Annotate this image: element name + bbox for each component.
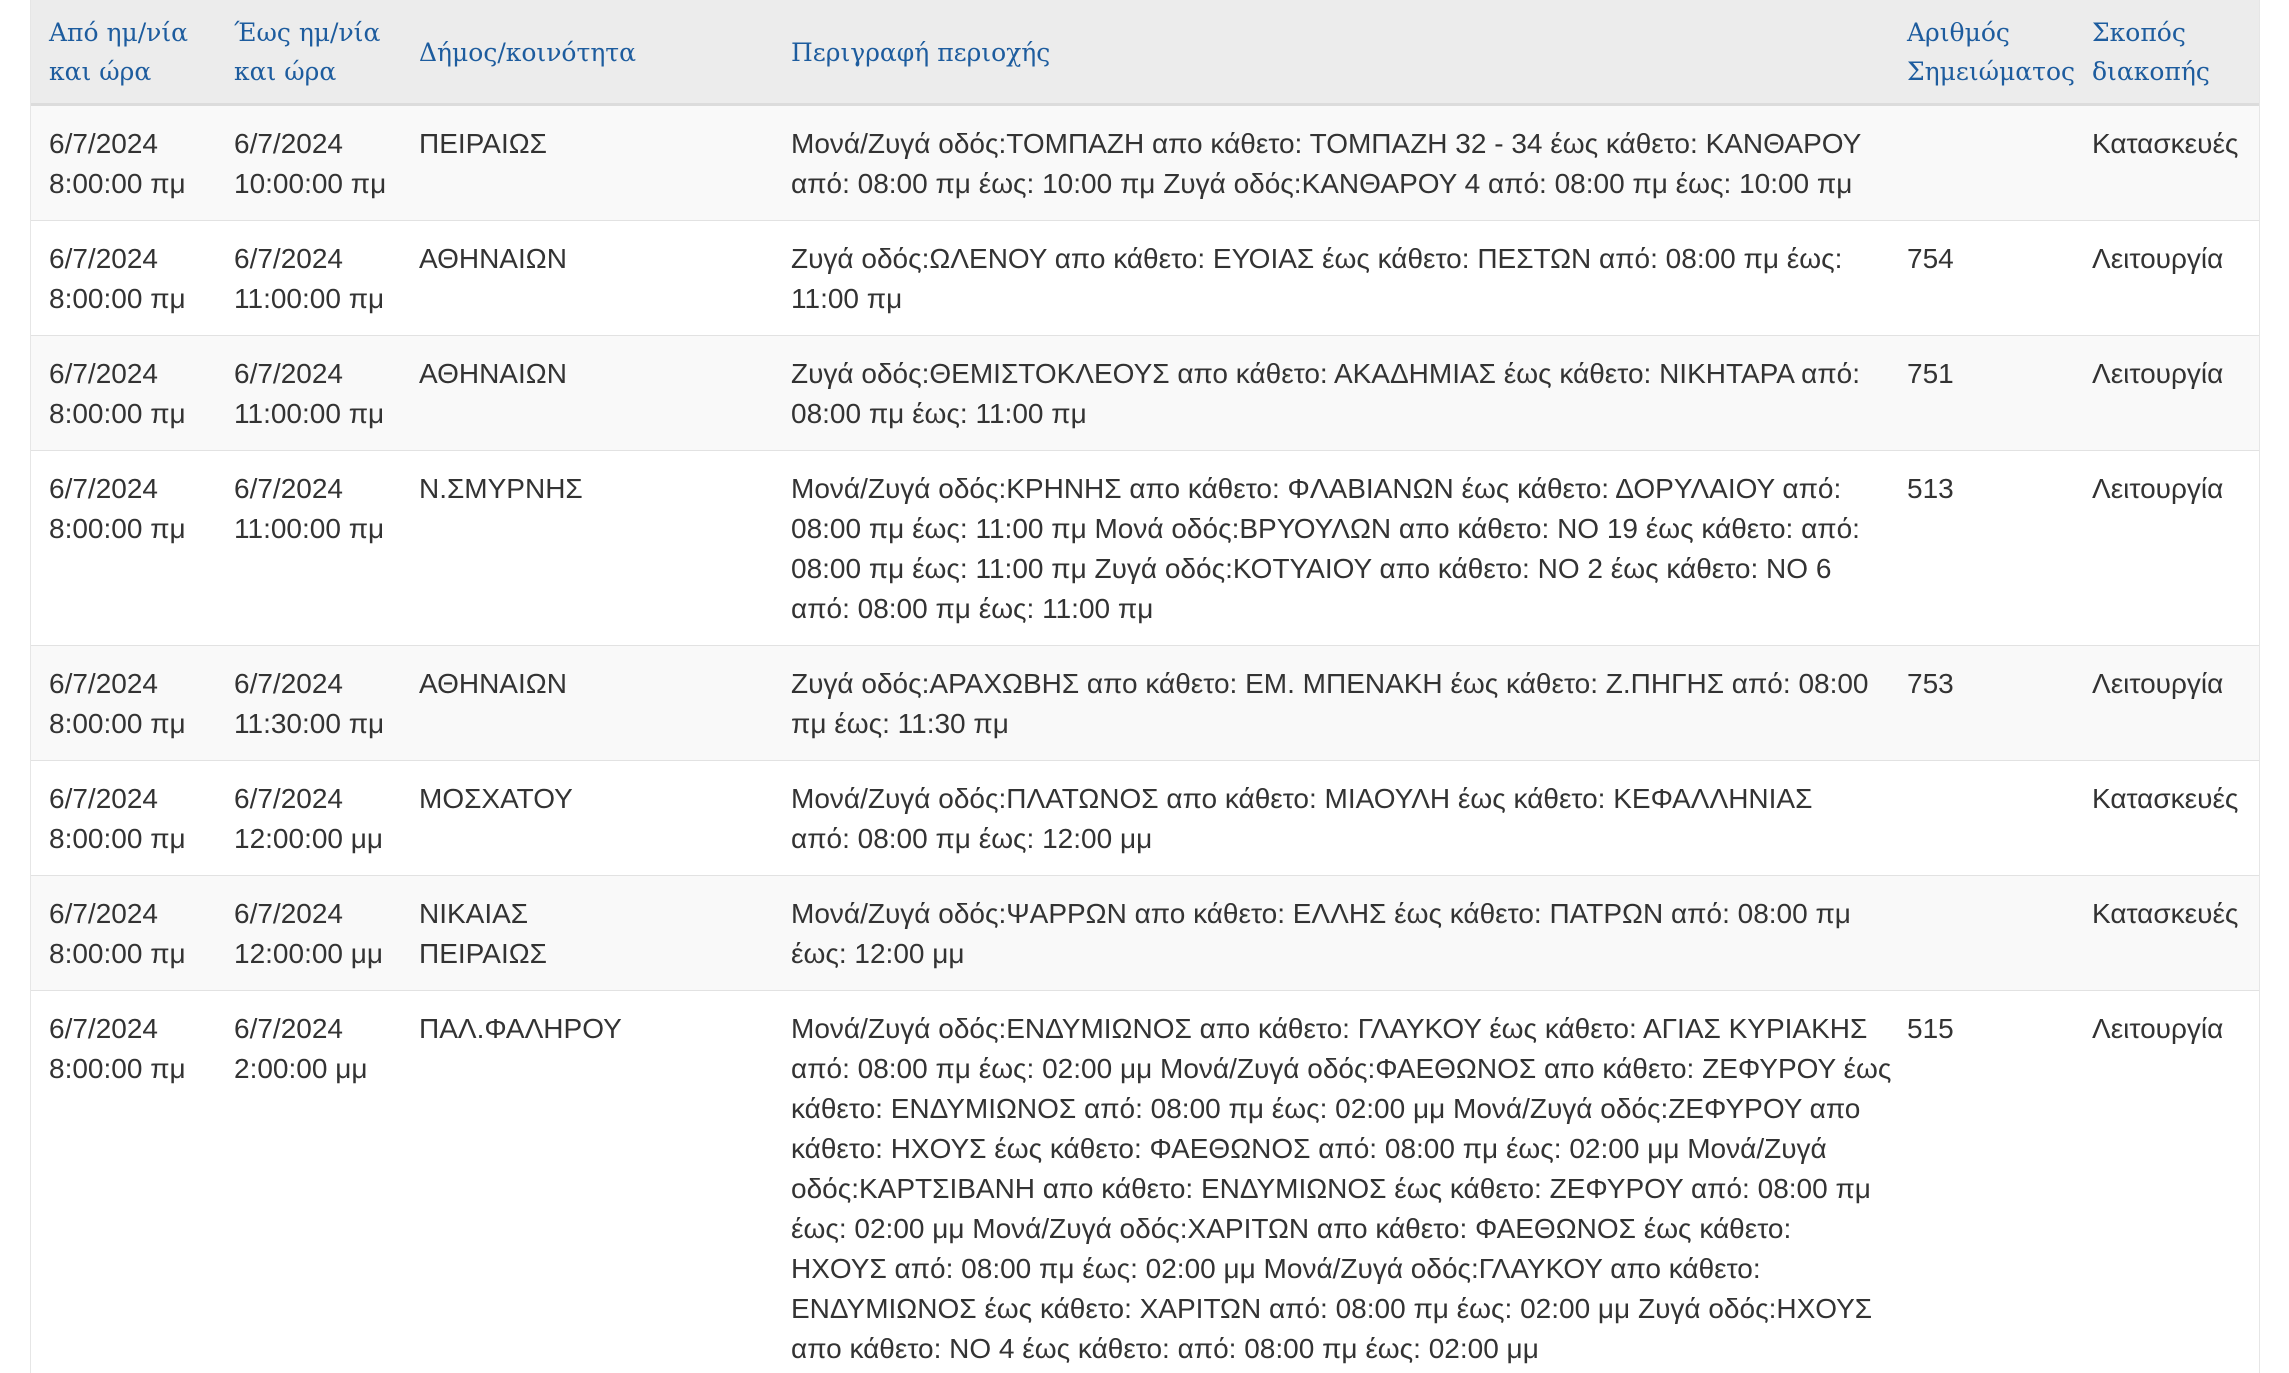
cell-municipality-line: ΠΕΙΡΑΙΩΣ: [419, 127, 547, 159]
cell-area-description-line: κάθετο: ΗΧΟΥΣ έως κάθετο: ΦΑΕΘΩΝΟΣ από: 08:00 πμ έως: 02:00 μμ Μονά/Ζυγά: [791, 1132, 1827, 1164]
cell-area-description-line: Μονά/Ζυγά οδός:ΨΑΡΡΩΝ απο κάθετο: ΕΛΛΗΣ έως κάθετο: ΠΑΤΡΩΝ από: 08:00 πμ: [791, 897, 1851, 929]
cell-to-datetime-line: 6/7/2024: [234, 897, 343, 929]
cell-note-number: 753: [1889, 645, 2074, 760]
cell-area-description-line: από: 08:00 πμ έως: 11:00 πμ: [791, 592, 1154, 624]
table-row: [31, 760, 2259, 875]
cell-to-datetime: [216, 220, 401, 335]
table-body: [31, 104, 2259, 1373]
cell-area-description: [773, 104, 1889, 220]
cell-to-datetime-line: 6/7/2024: [234, 127, 343, 159]
cell-municipality-line: Ν.ΣΜΥΡΝΗΣ: [419, 472, 583, 504]
cell-municipality: [401, 220, 773, 335]
cell-to-datetime-line: 11:30:00 πμ: [234, 707, 385, 739]
cell-from-datetime-line: 6/7/2024: [49, 472, 158, 504]
cell-area-description-line: 08:00 πμ έως: 11:00 πμ Μονά οδός:ΒΡΥΟΥΛΩΝ απο κάθετο: ΝΟ 19 έως κάθετο: από:: [791, 512, 1860, 544]
cell-outage-purpose: Κατασκευές: [2074, 104, 2259, 220]
cell-from-datetime-line: 8:00:00 πμ: [49, 822, 186, 854]
cell-area-description-line: έως: 12:00 μμ: [791, 937, 965, 969]
cell-from-datetime-line: 8:00:00 πμ: [49, 167, 186, 199]
cell-from-datetime: [31, 645, 216, 760]
cell-to-datetime-line: 6/7/2024: [234, 357, 343, 389]
cell-from-datetime-line: 6/7/2024: [49, 127, 158, 159]
cell-area-description-line: Μονά/Ζυγά οδός:ΠΛΑΤΩΝΟΣ απο κάθετο: ΜΙΑΟΥΛΗ έως κάθετο: ΚΕΦΑΛΛΗΝΙΑΣ: [791, 782, 1813, 814]
cell-to-datetime-line: 12:00:00 μμ: [234, 822, 384, 854]
cell-to-datetime: [216, 104, 401, 220]
cell-municipality: [401, 335, 773, 450]
cell-area-description-line: 08:00 πμ έως: 11:00 πμ Ζυγά οδός:ΚΟΤΥΑΙΟΥ απο κάθετο: ΝΟ 2 έως κάθετο: ΝΟ 6: [791, 552, 1832, 584]
cell-area-description-line: Ζυγά οδός:ΩΛΕΝΟΥ απο κάθετο: ΕΥΟΙΑΣ έως κάθετο: ΠΕΣΤΩΝ από: 08:00 πμ έως:: [791, 242, 1843, 274]
outages-table-container: [30, 0, 2260, 1373]
cell-area-description-line: οδός:ΚΑΡΤΣΙΒΑΝΗ απο κάθετο: ΕΝΔΥΜΙΩΝΟΣ έως κάθετο: ΖΕΦΥΡΟΥ από: 08:00 πμ: [791, 1172, 1871, 1204]
header-area-description[interactable]: Περιγραφή περιοχής: [773, 0, 1889, 104]
cell-outage-purpose: Λειτουργία: [2074, 220, 2259, 335]
cell-area-description-line: από: 08:00 πμ έως: 02:00 μμ Μονά/Ζυγά οδός:ΦΑΕΘΩΝΟΣ απο κάθετο: ΖΕΦΥΡΟΥ έως: [791, 1052, 1892, 1084]
cell-from-datetime: [31, 104, 216, 220]
cell-from-datetime-line: 6/7/2024: [49, 897, 158, 929]
cell-to-datetime-line: 12:00:00 μμ: [234, 937, 384, 969]
table-row: [31, 645, 2259, 760]
cell-outage-purpose: Λειτουργία: [2074, 450, 2259, 645]
cell-municipality: [401, 990, 773, 1373]
cell-from-datetime: [31, 760, 216, 875]
cell-to-datetime-line: 6/7/2024: [234, 782, 343, 814]
cell-area-description-line: Ζυγά οδός:ΑΡΑΧΩΒΗΣ απο κάθετο: ΕΜ. ΜΠΕΝΑΚΗ έως κάθετο: Ζ.ΠΗΓΗΣ από: 08:00: [791, 667, 1869, 699]
cell-area-description-line: ΗΧΟΥΣ από: 08:00 πμ έως: 02:00 μμ Μονά/Ζυγά οδός:ΓΛΑΥΚΟΥ απο κάθετο:: [791, 1252, 1761, 1284]
table-row: [31, 220, 2259, 335]
cell-to-datetime: [216, 645, 401, 760]
cell-area-description: [773, 645, 1889, 760]
cell-note-number: [1889, 760, 2074, 875]
cell-area-description: [773, 335, 1889, 450]
table-header-row: [31, 0, 2259, 104]
cell-note-number: [1889, 104, 2074, 220]
header-outage-purpose[interactable]: Σκοπός διακοπής: [2074, 0, 2259, 104]
cell-area-description-line: Μονά/Ζυγά οδός:ΤΟΜΠΑΖΗ απο κάθετο: ΤΟΜΠΑΖΗ 32 - 34 έως κάθετο: ΚΑΝΘΑΡΟΥ: [791, 127, 1862, 159]
cell-outage-purpose: Λειτουργία: [2074, 335, 2259, 450]
cell-from-datetime-line: 6/7/2024: [49, 357, 158, 389]
cell-from-datetime-line: 8:00:00 πμ: [49, 1052, 186, 1084]
cell-area-description: [773, 760, 1889, 875]
cell-note-number: 754: [1889, 220, 2074, 335]
cell-to-datetime-line: 11:00:00 πμ: [234, 397, 385, 429]
cell-outage-purpose: Λειτουργία: [2074, 990, 2259, 1373]
cell-from-datetime-line: 8:00:00 πμ: [49, 937, 186, 969]
cell-to-datetime-line: 6/7/2024: [234, 472, 343, 504]
cell-area-description-line: έως: 02:00 μμ Μονά/Ζυγά οδός:ΧΑΡΙΤΩΝ απο κάθετο: ΦΑΕΘΩΝΟΣ έως κάθετο:: [791, 1212, 1792, 1244]
cell-municipality-line: ΝΙΚΑΙΑΣ: [419, 897, 529, 929]
cell-from-datetime-line: 6/7/2024: [49, 242, 158, 274]
cell-municipality-line: ΠΕΙΡΑΙΩΣ: [419, 937, 547, 969]
cell-to-datetime: [216, 875, 401, 990]
cell-to-datetime: [216, 990, 401, 1373]
cell-to-datetime: [216, 450, 401, 645]
cell-municipality-line: ΜΟΣΧΑΤΟΥ: [419, 782, 573, 814]
cell-area-description-line: πμ έως: 11:30 πμ: [791, 707, 1009, 739]
cell-to-datetime-line: 11:00:00 πμ: [234, 282, 385, 314]
cell-area-description: [773, 990, 1892, 1373]
cell-from-datetime-line: 8:00:00 πμ: [49, 397, 186, 429]
cell-from-datetime: [31, 220, 216, 335]
cell-note-number: 751: [1889, 335, 2074, 450]
cell-to-datetime-line: 6/7/2024: [234, 667, 343, 699]
cell-from-datetime-line: 6/7/2024: [49, 667, 158, 699]
table-row: [31, 990, 2259, 1373]
table-row: [31, 875, 2259, 990]
cell-area-description: [773, 450, 1889, 645]
cell-to-datetime: [216, 760, 401, 875]
cell-area-description-line: ΕΝΔΥΜΙΩΝΟΣ έως κάθετο: ΧΑΡΙΤΩΝ από: 08:00 πμ έως: 02:00 μμ Ζυγά οδός:ΗΧΟΥΣ: [791, 1292, 1873, 1324]
cell-from-datetime-line: 8:00:00 πμ: [49, 512, 186, 544]
cell-from-datetime-line: 6/7/2024: [49, 1012, 158, 1044]
cell-municipality: [401, 645, 773, 760]
cell-from-datetime: [31, 450, 216, 645]
cell-outage-purpose: Κατασκευές: [2074, 875, 2259, 990]
cell-note-number: [1889, 875, 2074, 990]
cell-from-datetime: [31, 335, 216, 450]
cell-municipality: [401, 450, 773, 645]
cell-outage-purpose: Κατασκευές: [2074, 760, 2259, 875]
header-municipality[interactable]: Δήμος/κοινότητα: [401, 0, 773, 104]
cell-note-number: 513: [1889, 450, 2074, 645]
cell-municipality-line: ΑΘΗΝΑΙΩΝ: [419, 357, 567, 389]
cell-from-datetime: [31, 875, 216, 990]
cell-municipality-line: ΠΑΛ.ΦΑΛΗΡΟΥ: [419, 1012, 622, 1044]
cell-area-description-line: 08:00 πμ έως: 11:00 πμ: [791, 397, 1087, 429]
cell-area-description-line: απο κάθετο: ΝΟ 4 έως κάθετο: από: 08:00 πμ έως: 02:00 μμ: [791, 1332, 1539, 1364]
cell-from-datetime-line: 8:00:00 πμ: [49, 282, 186, 314]
cell-from-datetime-line: 6/7/2024: [49, 782, 158, 814]
cell-area-description: [773, 220, 1889, 335]
cell-municipality: [401, 875, 773, 990]
table-row: [31, 104, 2259, 220]
cell-to-datetime-line: 10:00:00 πμ: [234, 167, 387, 199]
cell-area-description: [773, 875, 1889, 990]
header-note-number[interactable]: Αριθμός Σημειώματος: [1889, 0, 2074, 104]
cell-municipality: [401, 760, 773, 875]
cell-to-datetime-line: 6/7/2024: [234, 1012, 343, 1044]
cell-municipality-line: ΑΘΗΝΑΙΩΝ: [419, 667, 567, 699]
header-to-datetime[interactable]: Έως ημ/νία και ώρα: [216, 0, 401, 104]
cell-from-datetime-line: 8:00:00 πμ: [49, 707, 186, 739]
table-row: [31, 335, 2259, 450]
cell-area-description-line: κάθετο: ΕΝΔΥΜΙΩΝΟΣ από: 08:00 πμ έως: 02:00 μμ Μονά/Ζυγά οδός:ΖΕΦΥΡΟΥ απο: [791, 1092, 1861, 1124]
cell-area-description-line: Μονά/Ζυγά οδός:ΕΝΔΥΜΙΩΝΟΣ απο κάθετο: ΓΛΑΥΚΟΥ έως κάθετο: ΑΓΙΑΣ ΚΥΡΙΑΚΗΣ: [791, 1012, 1868, 1044]
cell-area-description-line: Μονά/Ζυγά οδός:ΚΡΗΝΗΣ απο κάθετο: ΦΛΑΒΙΑΝΩΝ έως κάθετο: ΔΟΡΥΛΑΙΟΥ από:: [791, 472, 1842, 504]
cell-area-description-line: 11:00 πμ: [791, 282, 903, 314]
cell-to-datetime-line: 2:00:00 μμ: [234, 1052, 368, 1084]
cell-to-datetime: [216, 335, 401, 450]
cell-note-number: 515: [1889, 990, 2074, 1373]
outages-table: [31, 0, 2259, 1373]
cell-area-description-line: από: 08:00 πμ έως: 10:00 πμ Ζυγά οδός:ΚΑΝΘΑΡΟΥ 4 από: 08:00 πμ έως: 10:00 πμ: [791, 167, 1853, 199]
cell-to-datetime-line: 11:00:00 πμ: [234, 512, 385, 544]
cell-outage-purpose: Λειτουργία: [2074, 645, 2259, 760]
cell-municipality-line: ΑΘΗΝΑΙΩΝ: [419, 242, 567, 274]
table-row: [31, 450, 2259, 645]
cell-area-description-line: Ζυγά οδός:ΘΕΜΙΣΤΟΚΛΕΟΥΣ απο κάθετο: ΑΚΑΔΗΜΙΑΣ έως κάθετο: ΝΙΚΗΤΑΡΑ από:: [791, 357, 1861, 389]
cell-area-description-line: από: 08:00 πμ έως: 12:00 μμ: [791, 822, 1153, 854]
cell-from-datetime: [31, 990, 216, 1373]
cell-to-datetime-line: 6/7/2024: [234, 242, 343, 274]
header-from-datetime[interactable]: Από ημ/νία και ώρα: [31, 0, 216, 104]
cell-municipality: [401, 104, 773, 220]
